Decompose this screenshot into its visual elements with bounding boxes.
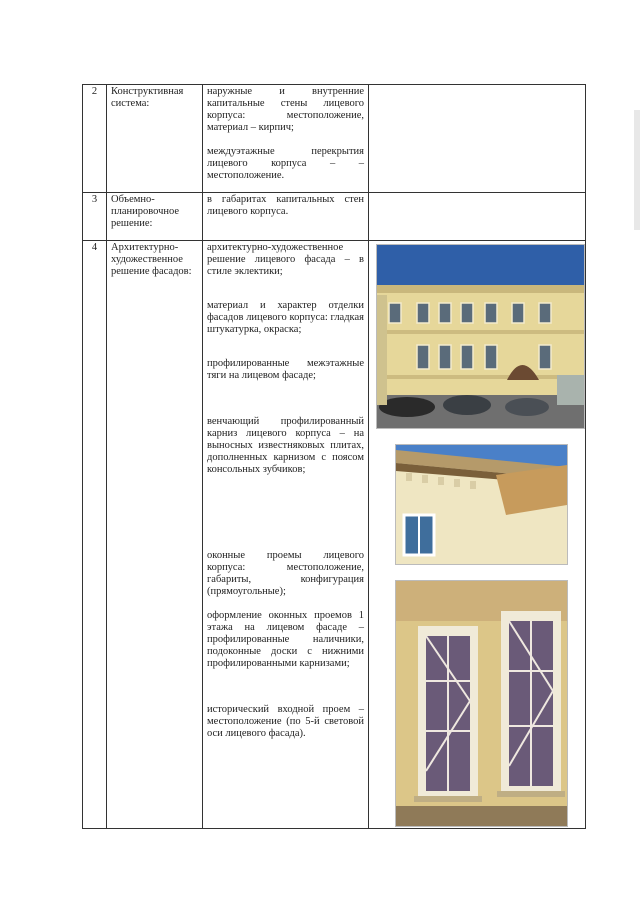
description-item: оформление оконных проемов 1 этажа на лицевом фасаде – профилированные наличники, подоконные доски с нижними профилированными карнизами; xyxy=(207,610,364,669)
description-item: венчающий профилированный карниз лицевого корпуса – на выносных известняковых плитах, дополненных карнизом с поясом консольных зубчиков; xyxy=(207,416,364,475)
row-description xyxy=(203,85,369,193)
row-title: Объемно-планировочное решение: xyxy=(107,193,203,241)
page-edge-mark xyxy=(634,110,640,230)
row-title: Конструктивная система: xyxy=(107,85,203,193)
description-item: профилированные межэтажные тяги на лицевом фасаде; xyxy=(207,358,364,381)
description-item: материал и характер отделки фасадов лицевого корпуса: гладкая штукатурка, окраска; xyxy=(207,300,364,335)
cornice-photo-image xyxy=(396,445,567,564)
facade-photo xyxy=(376,244,585,429)
windows-photo xyxy=(395,580,568,827)
row-number: 3 xyxy=(83,193,107,241)
table-row xyxy=(83,193,586,241)
row-description xyxy=(203,241,369,829)
description-item: архитектурно-художественное решение лицевого фасада – в стиле эклектики; xyxy=(207,242,364,277)
windows-photo-image xyxy=(396,581,567,826)
facade-photo-image xyxy=(377,245,584,428)
row-number: 2 xyxy=(83,85,107,193)
table-row xyxy=(83,85,586,193)
row-description xyxy=(203,193,369,241)
photo-cell xyxy=(369,85,586,193)
description-item: наружные и внутренние капитальные стены лицевого корпуса: местоположение, материал – кирпич; xyxy=(207,86,364,133)
description-item: в габаритах капитальных стен лицевого корпуса. xyxy=(207,194,364,217)
row-number: 4 xyxy=(83,241,107,829)
description-item: исторический входной проем – местоположение (по 5-й световой оси лицевого фасада). xyxy=(207,704,364,739)
description-item: оконные проемы лицевого корпуса: местоположение, габариты, конфигурация (прямоугольные); xyxy=(207,550,364,597)
row-title: Архитектурно-художественное решение фасадов: xyxy=(107,241,203,829)
cornice-photo xyxy=(395,444,568,565)
photo-cell xyxy=(369,193,586,241)
description-item: междуэтажные перекрытия лицевого корпуса – – местоположение. xyxy=(207,146,364,181)
